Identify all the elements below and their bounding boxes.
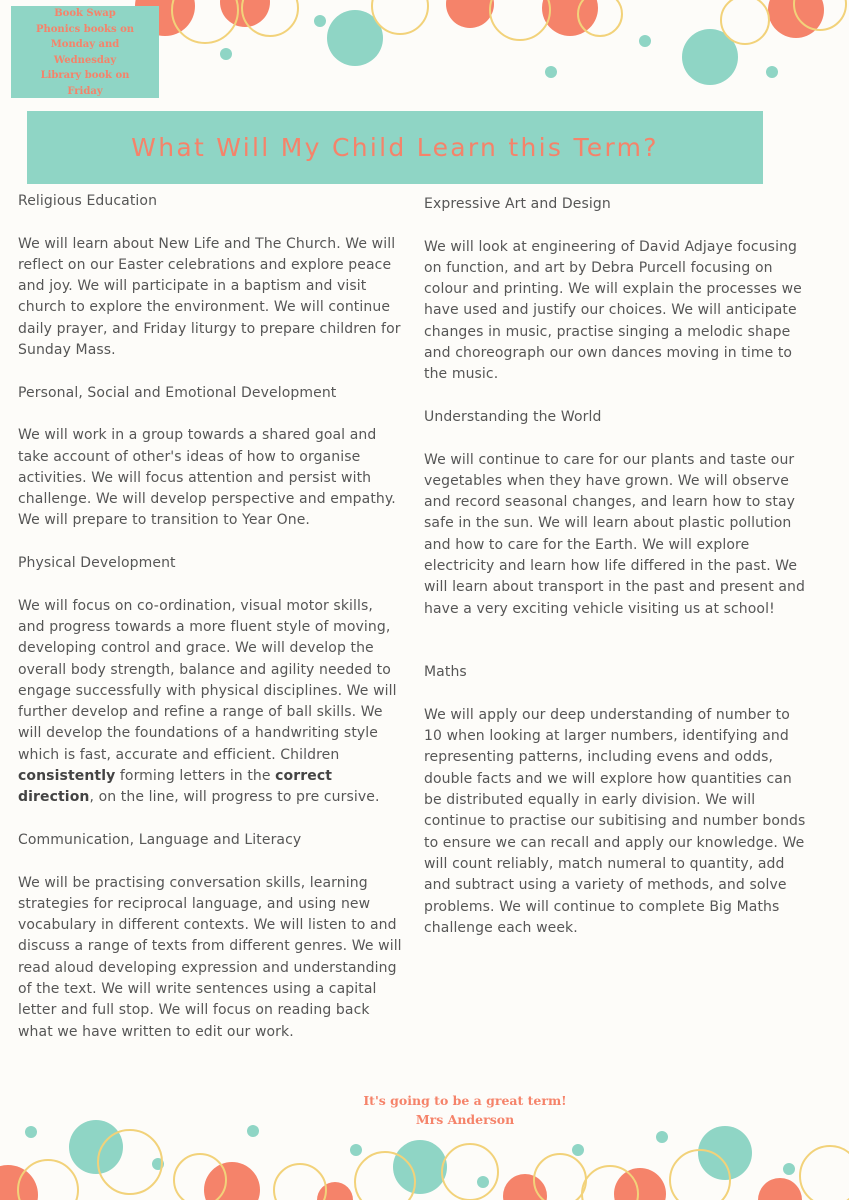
body-text: forming letters in the [115, 768, 276, 785]
section-body [18, 596, 403, 809]
section-heading: Personal, Social and Emotional Development [18, 384, 337, 401]
section-psed [18, 383, 403, 532]
section-heading: Expressive Art and Design [424, 196, 611, 212]
section-body: We will work in a group towards a shared goal and take account of other's ideas of how to organise activities. We will focus attention and persist with challenge. We will develop perspective and empathy. We will prepare to transition to Year One. [18, 427, 396, 529]
page-title: What Will My Child Learn this Term? [131, 133, 659, 162]
section-heading: Religious Education [18, 193, 158, 209]
spacer [424, 641, 809, 662]
bold-text: correct direction [18, 768, 333, 806]
book-swap-notice [11, 6, 159, 98]
section-body: We will look at engineering of David Adjaye focusing on function, and art by Debra Purcell focusing on colour and printing. We will explain the processes we have used and justify our choices. We will anticipate changes in music, practise singing a melodic shape and choreograph our own dances moving in time to the music. [424, 238, 802, 383]
notice-line: Phonics books on [35, 23, 135, 35]
section-heading: Maths [424, 664, 467, 681]
body-text: We will focus on co-ordination, visual motor skills, and progress towards a more fluent style of moving, developing control and grace. We will develop the overall body strength, balance and agility needed to engage successfully with physical disciplines. We will further develop and refine a range of ball skills. We will develop the foundations of a handwriting style which is fast, accurate and efficient. Children [18, 597, 397, 763]
section-body: We will apply our deep understanding of number to 10 when looking at larger numbers, identifying and representing patterns, including evens and odds, double facts and we will explore how quantities can be distributed equally in early division. We will continue to practise our subitising and number bonds to ensure we can recall and apply our knowledge. We will count reliably, match numeral to quantity, add and subtract using a variety of methods, and solve problems. We will continue to complete Big Maths challenge each week. [424, 706, 806, 936]
signoff [340, 1091, 590, 1129]
notice-line: Friday [67, 85, 103, 97]
section-maths [424, 662, 809, 939]
section-heading: Understanding the World [424, 408, 602, 425]
notice-line: Monday and [50, 39, 120, 50]
signoff-message: It's going to be a great term! [363, 1093, 567, 1108]
section-body: We will continue to care for our plants and taste our vegetables when they have grown. We will observe and record seasonal changes, and learn how to stay safe in the sun. We will learn about plastic pollution and how to care for the Earth. We will explore electricity and learn how life differed in the past. We will learn about transport in the past and present and have a very exciting vehicle visiting us at school! [424, 451, 806, 617]
left-column [18, 191, 403, 1064]
section-body: We will learn about New Life and The Church. We will reflect on our Easter celebrations and explore peace and joy. We will participate in a baptism and visit church to explore the environment. We will continue daily prayer, and Friday liturgy to prepare children for Sunday Mass. [18, 235, 401, 359]
notice-line: Library book on [40, 70, 130, 81]
signoff-name: Mrs Anderson [415, 1112, 515, 1127]
section-understanding-world [424, 407, 809, 620]
notice-line: Book Swap [54, 8, 116, 19]
body-text: , on the line, will progress to pre cursive. [89, 789, 380, 806]
section-physical-development [18, 553, 403, 809]
right-column [424, 194, 809, 960]
section-heading: Communication, Language and Literacy [18, 831, 302, 848]
gold-rings [172, 0, 846, 44]
section-heading: Physical Development [18, 555, 176, 572]
bold-text: consistently [18, 768, 116, 785]
section-expressive-art-design [424, 194, 809, 386]
section-communication-language-literacy [18, 830, 403, 1043]
title-banner [27, 111, 763, 184]
section-body: We will be practising conversation skills, learning strategies for reciprocal language, and using new vocabulary in different contexts. We will listen to and discuss a range of texts from different genres. We will read aloud developing expression and understanding of the text. We will write sentences using a capital letter and full stop. We will focus on reading back what we have written to edit our work. [18, 874, 402, 1040]
mint-circles [220, 10, 778, 85]
notice-line: Wednesday [53, 54, 117, 66]
section-religious-education [18, 191, 403, 361]
